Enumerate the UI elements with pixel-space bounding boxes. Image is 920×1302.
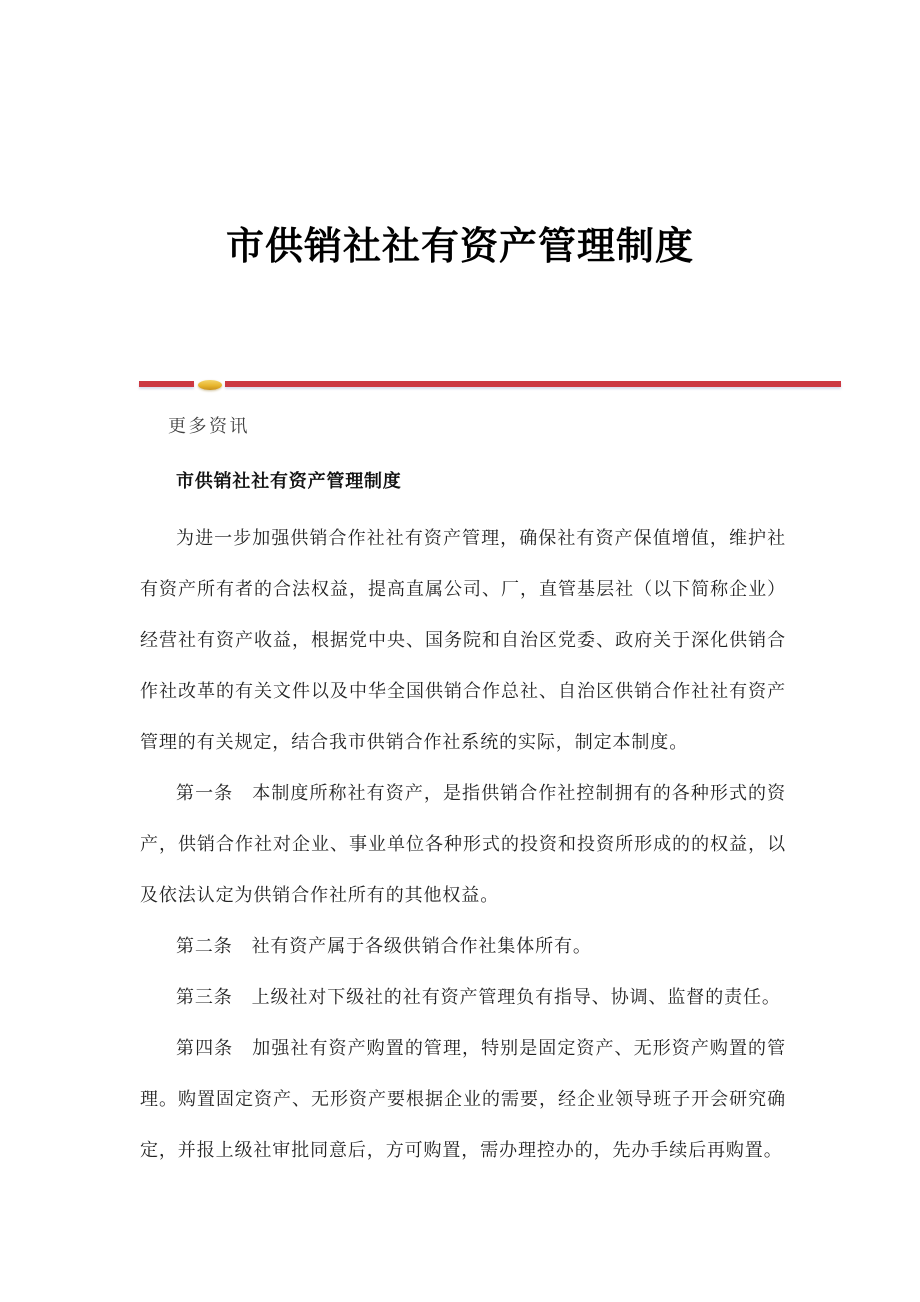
page-title: 市供销社社有资产管理制度 (225, 226, 694, 268)
paragraph-intro: 为进一步加强供销合作社社有资产管理，确保社有资产保值增值，维护社有资产所有者的合法权益，提高直属公司、厂，直管基层社（以下简称企业）经营社有资产收益，根据党中央、国务院和自治区党委、政府关于深化供销合作社改革的有关文件以及中华全国供销合作总社、自治区供销合作社社有资产管理的有关规定，结合我市供销合作社系统的实际，制定本制度。 (140, 528, 786, 752)
paragraph-article-3: 第三条 上级社对下级社的社有资产管理负有指导、协调、监督的责任。 (176, 987, 781, 1007)
red-divider (139, 381, 841, 391)
more-info-label: 更多资讯 (168, 416, 250, 436)
document-body (140, 513, 786, 1176)
gold-ellipse-icon (198, 380, 222, 390)
document-heading: 市供销社社有资产管理制度 (176, 471, 402, 491)
paragraph-article-2: 第二条 社有资产属于各级供销合作社集体所有。 (176, 936, 592, 956)
paragraph-article-1: 第一条 本制度所称社有资产，是指供销合作社控制拥有的各种形式的资产，供销合作社对企业、事业单位各种形式的投资和投资所形成的的权益，以及依法认定为供销合作社所有的其他权益。 (140, 783, 786, 905)
divider-left-segment (139, 381, 194, 387)
divider-right-segment (225, 381, 841, 387)
paragraph-article-4: 第四条 加强社有资产购置的管理，特别是固定资产、无形资产购置的管理。购置固定资产、无形资产要根据企业的需要，经企业领导班子开会研究确定，并报上级社审批同意后，方可购置，需办理控办的，先办手续后再购置。 (140, 1038, 786, 1160)
